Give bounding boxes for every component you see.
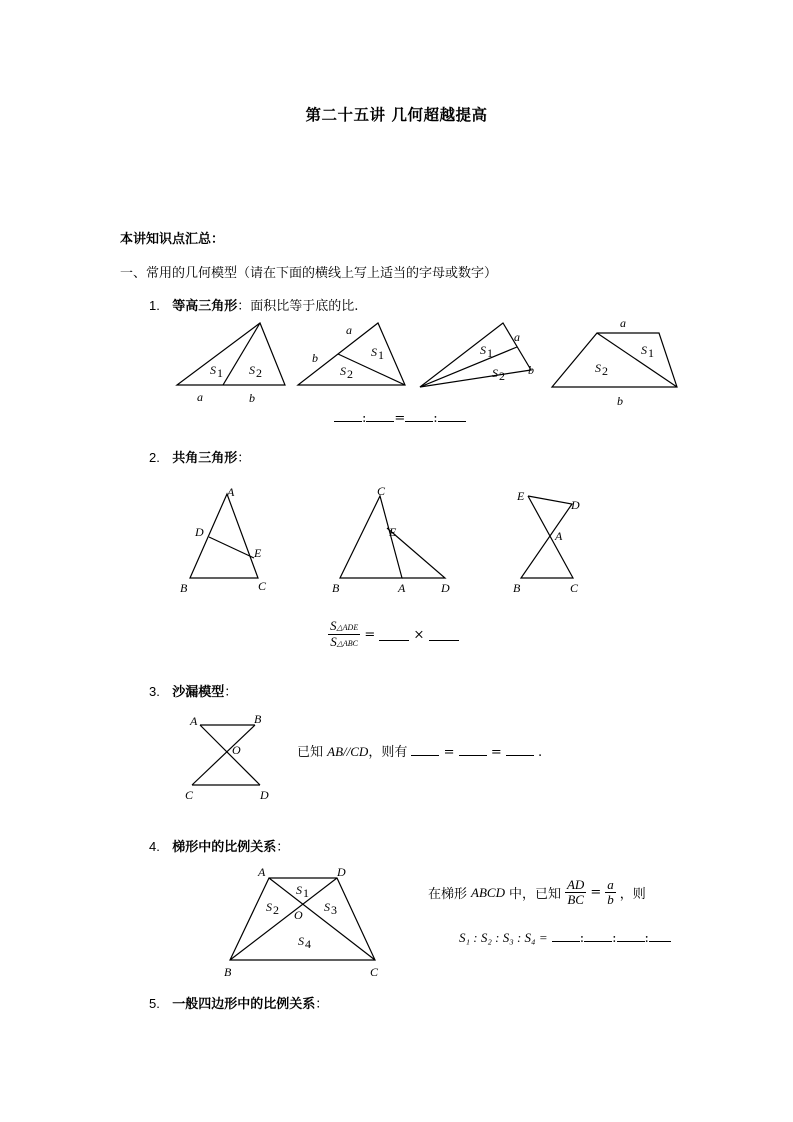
common-angle-triangles-figure <box>175 482 615 597</box>
ratio-blanks-1: : = : <box>334 410 466 426</box>
trapezoid-figure <box>220 860 390 985</box>
page-title: 第二十五讲 几何超越提高 <box>305 106 488 124</box>
svg-text:B: B <box>254 712 262 726</box>
item-number: 3. <box>149 684 160 699</box>
svg-text:C: C <box>258 579 267 593</box>
blank[interactable] <box>506 749 534 756</box>
svg-text:O: O <box>294 908 303 922</box>
blank[interactable] <box>366 410 394 422</box>
svg-text:S: S <box>210 363 216 377</box>
svg-text:O: O <box>232 743 241 757</box>
svg-text:S: S <box>324 900 330 914</box>
svg-text:E: E <box>517 489 525 503</box>
trapezoid-statement: 在梯形 ABCD 中，已知 $\frac{AD}{BC}$ = $\frac{a}{b}$ ，则 <box>428 877 646 908</box>
item-desc: ： <box>276 840 290 855</box>
svg-text:2: 2 <box>273 903 279 917</box>
item-5 <box>149 993 328 1012</box>
svg-text:A: A <box>555 529 563 543</box>
svg-text:1: 1 <box>487 346 493 360</box>
blank[interactable] <box>649 930 671 942</box>
svg-text:B: B <box>224 965 232 979</box>
svg-text:S: S <box>298 934 304 948</box>
hourglass-figure <box>180 710 280 805</box>
blank[interactable] <box>584 930 612 942</box>
svg-text:E: E <box>254 546 262 560</box>
area-fraction: $\frac{\text{S△ADE}}{\text{S△ABC}}$ <box>330 618 359 650</box>
svg-text:S: S <box>595 361 601 375</box>
svg-text:A: A <box>190 714 198 728</box>
item-desc: ： <box>224 685 238 700</box>
blank[interactable] <box>429 629 459 641</box>
trapezoid-ratio-blanks: S₁ : S₂ : S₃ : S₄ = : : : <box>459 930 671 946</box>
svg-text:S: S <box>492 366 498 380</box>
svg-text:S: S <box>340 364 346 378</box>
svg-text:S: S <box>266 900 272 914</box>
hourglass-statement: 已知 AB//CD，则有 = = . <box>297 744 543 760</box>
bowtie-3 <box>521 496 573 578</box>
svg-text:C: C <box>185 788 194 802</box>
svg-text:A: A <box>227 485 235 499</box>
svg-text:B: B <box>180 581 188 595</box>
svg-text:D: D <box>441 581 450 595</box>
svg-text:1: 1 <box>378 348 384 362</box>
diagonal-bd <box>230 878 337 960</box>
blank[interactable] <box>334 410 362 422</box>
svg-text:a: a <box>514 330 520 344</box>
svg-text:2: 2 <box>499 369 505 383</box>
svg-text:D: D <box>571 498 580 512</box>
svg-text:2: 2 <box>256 366 262 380</box>
item-desc: ： <box>237 451 251 466</box>
svg-text:1: 1 <box>217 366 223 380</box>
svg-text:2: 2 <box>347 367 353 381</box>
svg-text:C: C <box>377 484 386 498</box>
diagonal-4 <box>597 333 677 387</box>
segment-bc <box>192 725 255 785</box>
item-desc: ：面积比等于底的比. <box>237 299 359 314</box>
trapezoid-4 <box>552 333 677 387</box>
item-number: 4. <box>149 839 160 854</box>
item-label: 共角三角形 <box>172 451 238 466</box>
segment-ad <box>200 725 260 785</box>
item-desc: ： <box>315 997 329 1012</box>
svg-text:b: b <box>249 391 255 405</box>
blank[interactable] <box>552 930 580 942</box>
item-number: 2. <box>149 450 160 465</box>
svg-text:1: 1 <box>303 886 309 900</box>
svg-text:S: S <box>249 363 255 377</box>
blank[interactable] <box>411 749 439 756</box>
blank[interactable] <box>617 930 645 942</box>
svg-text:a: a <box>620 316 626 330</box>
svg-text:D: D <box>195 525 204 539</box>
svg-text:b: b <box>312 351 318 365</box>
svg-text:B: B <box>332 581 340 595</box>
svg-text:S: S <box>371 345 377 359</box>
item-number: 5. <box>149 996 160 1011</box>
item-4 <box>149 836 289 855</box>
svg-text:E: E <box>389 525 397 539</box>
equal-height-triangles-figure <box>160 310 700 415</box>
svg-text:3: 3 <box>331 903 337 917</box>
section-heading: 一、常用的几何模型（请在下面的横线上写上适当的字母或数字） <box>120 266 498 281</box>
svg-text:C: C <box>570 581 579 595</box>
svg-text:S: S <box>641 343 647 357</box>
item-number: 1. <box>149 298 160 313</box>
svg-text:C: C <box>370 965 379 979</box>
svg-text:D: D <box>337 865 346 879</box>
blank[interactable] <box>459 749 487 756</box>
svg-text:4: 4 <box>305 937 311 951</box>
svg-text:1: 1 <box>648 346 654 360</box>
ad-bc-fraction: $\frac{AD}{BC}$ <box>566 877 585 908</box>
svg-text:b: b <box>617 394 623 408</box>
svg-text:b: b <box>528 363 534 377</box>
item-label: 等高三角形 <box>172 299 238 314</box>
summary-heading: 本讲知识点汇总： <box>120 232 225 247</box>
svg-text:B: B <box>513 581 521 595</box>
svg-text:2: 2 <box>602 364 608 378</box>
item-2 <box>149 447 250 466</box>
blank[interactable] <box>438 410 466 422</box>
svg-text:S: S <box>296 883 302 897</box>
triangle-1 <box>177 323 285 385</box>
item-label: 梯形中的比例关系 <box>172 840 277 855</box>
svg-text:a: a <box>346 323 352 337</box>
svg-text:A: A <box>398 581 406 595</box>
blank[interactable] <box>405 410 433 422</box>
svg-text:D: D <box>260 788 269 802</box>
svg-text:A: A <box>258 865 266 879</box>
item-label: 沙漏模型 <box>172 685 225 700</box>
area-ratio-formula: $\frac{\text{S△ADE}}{\text{S△ABC}}$ = × <box>328 619 459 651</box>
a-b-fraction: $\frac{a}{b}$ <box>607 877 614 908</box>
item-label: 一般四边形中的比例关系 <box>172 997 316 1012</box>
blank[interactable] <box>379 629 409 641</box>
diagonal-ac <box>269 878 375 960</box>
svg-text:a: a <box>197 390 203 404</box>
svg-text:S: S <box>480 343 486 357</box>
item-3 <box>149 681 237 700</box>
